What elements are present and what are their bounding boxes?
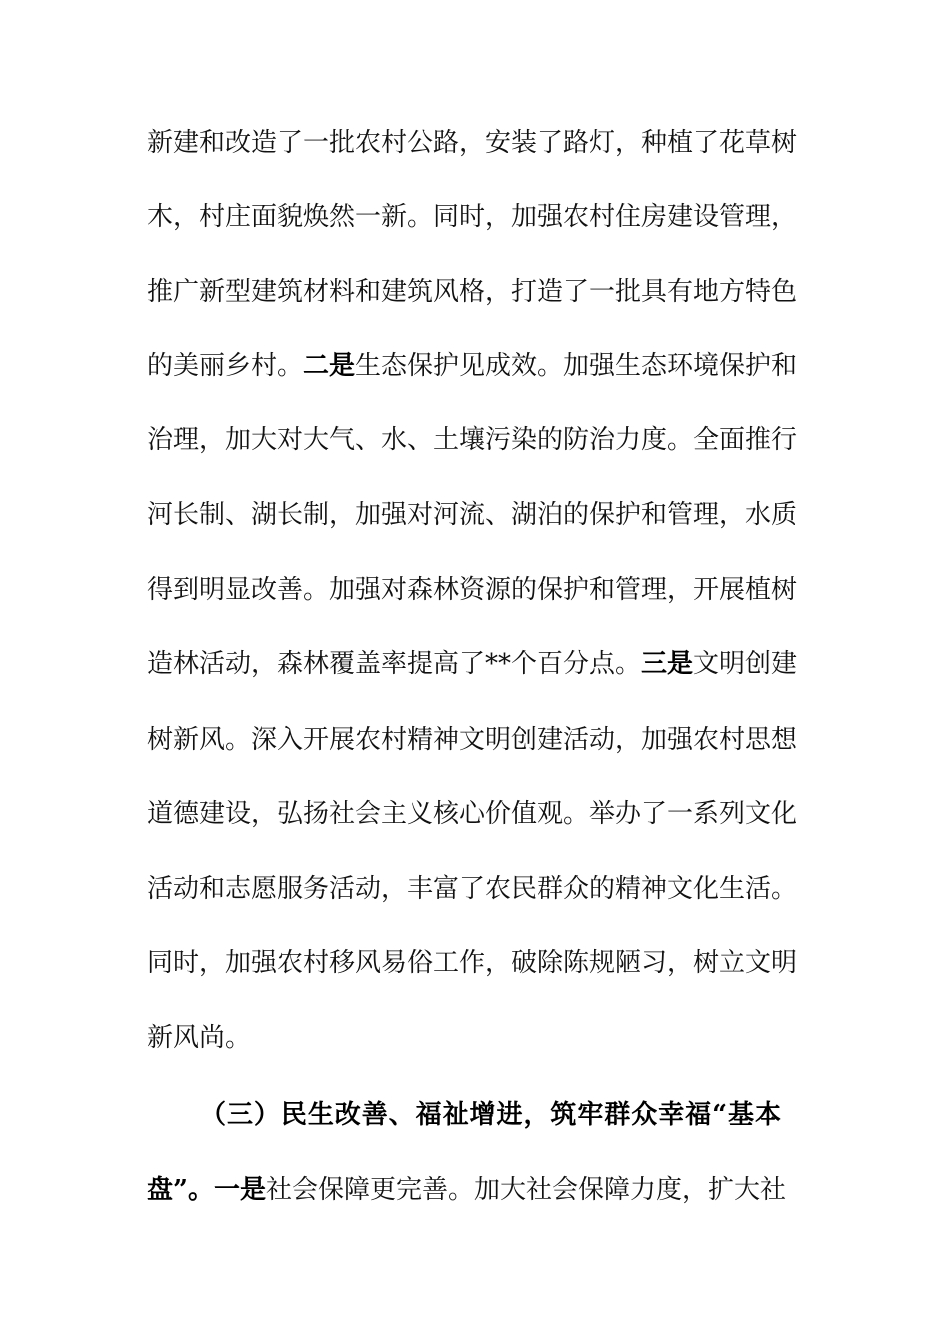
paragraph-line	[147, 1018, 781, 1058]
text-segment: 推广新型建筑材料和建筑风格，打造了一批具有地方特色	[147, 277, 798, 307]
text-segment: 道德建设，弘扬社会主义核心价值观。举办了一系列文化	[147, 799, 798, 829]
bold-text: 二是	[303, 351, 356, 381]
paragraph-line	[147, 644, 798, 684]
text-segment: 社会保障更完善。加大社会保障力度，扩大社	[265, 1175, 786, 1205]
bold-text: 一是	[213, 1175, 266, 1205]
text-segment: 得到明显改善。加强对森林资源的保护和管理，开展植树	[147, 575, 798, 605]
text-segment: 同时，加强农村移风易俗工作，破除陈规陋习，树立文明	[147, 948, 798, 978]
text-segment: 生态保护见成效。加强生态环境保护和	[355, 351, 798, 381]
paragraph-line	[147, 495, 798, 535]
bold-text: 盘”。	[147, 1175, 214, 1205]
paragraph-line	[147, 720, 798, 760]
section-heading	[200, 1095, 781, 1135]
bold-text: （三）民生改善、福祉增进，筑牢群众幸福“基本	[200, 1100, 781, 1130]
paragraph-line	[147, 420, 798, 460]
paragraph-line	[147, 346, 798, 386]
text-segment: 文明创建	[693, 649, 798, 679]
text-segment: 新建和改造了一批农村公路，安装了路灯，种植了花草树	[147, 128, 798, 158]
text-segment: 河长制、湖长制，加强对河流、湖泊的保护和管理，水质	[147, 500, 798, 530]
paragraph-line	[147, 570, 798, 610]
paragraph-line	[147, 794, 798, 834]
text-segment: 活动和志愿服务活动，丰富了农民群众的精神文化生活。	[147, 874, 798, 904]
text-segment: 树新风。深入开展农村精神文明创建活动，加强农村思想	[147, 725, 798, 755]
paragraph-line	[147, 197, 798, 237]
paragraph-line	[147, 943, 798, 983]
text-segment: 木，村庄面貌焕然一新。同时，加强农村住房建设管理，	[147, 202, 798, 232]
text-segment: 新风尚。	[147, 1023, 252, 1053]
bold-text: 三是	[641, 649, 694, 679]
paragraph-line	[147, 123, 798, 163]
text-segment: 造林活动，森林覆盖率提高了**个百分点。	[147, 649, 642, 679]
paragraph-line	[147, 869, 798, 909]
text-segment: 的美丽乡村。	[147, 351, 304, 381]
paragraph-line	[147, 1170, 786, 1210]
text-segment: 治理，加大对大气、水、土壤污染的防治力度。全面推行	[147, 425, 798, 455]
paragraph-line	[147, 272, 798, 312]
